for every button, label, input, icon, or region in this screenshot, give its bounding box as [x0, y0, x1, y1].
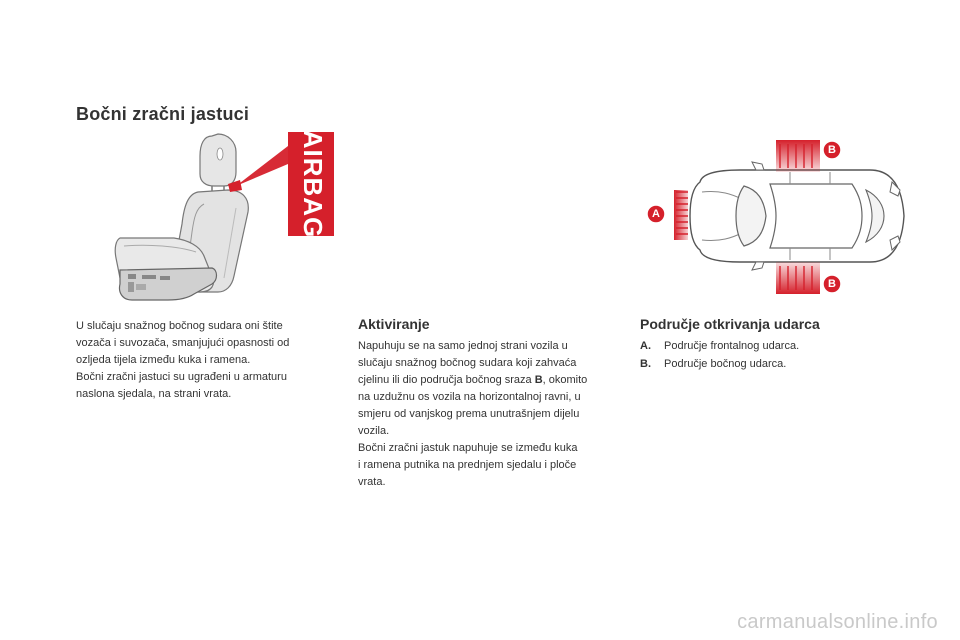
activation-line: vrata. — [358, 476, 386, 488]
activation-line: na uzdužnu os vozila na horizontalnoj ravni, u — [358, 391, 581, 403]
activation-line — [358, 372, 626, 389]
headrest-button — [217, 148, 223, 160]
detection-item — [640, 338, 890, 355]
activation-line: smjeru od vanjskog prema unutrašnjem dijelu — [358, 408, 580, 420]
activation-text — [358, 338, 626, 491]
intro-text — [76, 318, 332, 403]
airbag-label-text: AIRBAG — [298, 129, 329, 239]
intro-line: naslona sjedala, na strani vrata. — [76, 388, 232, 400]
side-impact-zone-top — [776, 140, 820, 172]
page-title: Bočni zračni jastuci — [76, 104, 250, 124]
airbag-pointer — [236, 146, 288, 186]
activation-line: i ramena putnika na prednjem sjedalu i ploče — [358, 459, 577, 471]
intro-line: vozača i suvozača, smanjujući opasnosti od — [76, 337, 290, 349]
detection-item-text: Područje frontalnog udarca. — [664, 340, 800, 352]
intro-line: ozljeda tijela između kuka i ramena. — [76, 354, 251, 366]
seat-headrest — [200, 134, 236, 186]
detection-list — [640, 338, 890, 374]
marker-a-text: A — [652, 208, 660, 220]
car-roof — [770, 184, 862, 248]
seat-base — [120, 268, 217, 300]
detection-item — [640, 356, 890, 373]
activation-line: slučaju snažnog bočnog sudara koji zahvaća — [358, 357, 577, 369]
zone-b-reference: B — [534, 374, 543, 386]
activation-line: Napuhuju se na samo jednoj strani vozila u — [358, 340, 568, 352]
marker-b-bottom-text: B — [828, 278, 836, 290]
marker-b-top-text: B — [828, 144, 836, 156]
intro-line: Bočni zračni jastuci su ugrađeni u armaturu — [76, 371, 287, 383]
detection-item-key: A. — [640, 340, 651, 352]
activation-line: vozila. — [358, 425, 390, 437]
detection-item-text: Područje bočnog udarca. — [664, 358, 787, 370]
intro-line: U slučaju snažnog bočnog sudara oni štite — [76, 320, 283, 332]
seat-airbag-illustration — [108, 128, 340, 306]
activation-heading: Aktiviranje — [358, 316, 430, 332]
watermark: carmanualsonline.info — [737, 611, 938, 633]
detection-heading: Područje otkrivanja udarca — [640, 316, 820, 332]
detection-item-key: B. — [640, 358, 651, 370]
side-impact-zone-bottom — [776, 262, 820, 294]
activation-text-run: , okomito — [542, 374, 588, 386]
car-impact-zones-illustration — [640, 134, 910, 300]
activation-text-run: cjelinu ili dio područja bočnog sraza — [358, 374, 535, 386]
activation-line: Bočni zračni jastuk napuhuje se između kuka — [358, 442, 578, 454]
